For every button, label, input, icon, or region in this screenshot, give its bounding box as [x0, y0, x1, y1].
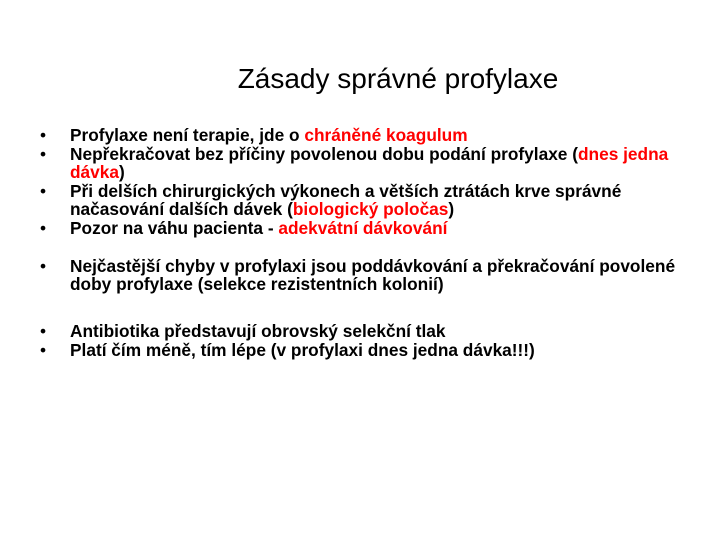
highlight-text: dnes jedna dávka: [70, 144, 669, 182]
slide-title: Zásady správné profylaxe: [237, 63, 559, 94]
bullet-icon: •: [40, 218, 47, 238]
bullet-item: [40, 257, 690, 293]
bullet-icon: •: [40, 256, 47, 276]
bullet-group-2: [40, 257, 690, 293]
bullet-text: Při delších chirurgických výkonech a větších ztrátách krve správné načasování dalších dávek (: [70, 181, 622, 219]
bullet-text: Antibiotika představují obrovský selekční tlak: [70, 321, 446, 341]
bullet-icon: •: [40, 125, 47, 145]
bullet-item: [40, 126, 690, 144]
bullet-icon: •: [40, 181, 47, 201]
highlight-text: biologický poločas: [292, 199, 449, 219]
bullet-text: Nepřekračovat bez příčiny povolenou dobu podání profylaxe (: [70, 144, 578, 164]
bullet-item: [40, 219, 690, 237]
bullet-text: Pozor na váhu pacienta -: [70, 218, 279, 238]
bullet-item: [40, 182, 690, 218]
bullet-text: Profylaxe není terapie, jde o: [70, 125, 305, 145]
highlight-text: adekvátní dávkování: [278, 218, 448, 238]
slide-content: [40, 126, 690, 360]
bullet-text-tail: ): [119, 162, 125, 182]
bullet-text-tail: ): [448, 199, 455, 219]
bullet-text: Nejčastější chyby v profylaxi jsou poddávkování a překračování povolené doby profylaxe (selekce rezistentních kolonií): [70, 256, 676, 294]
bullet-icon: •: [40, 321, 47, 341]
bullet-icon: •: [40, 340, 47, 360]
bullet-group-3: [40, 322, 690, 359]
bullet-text: Platí čím méně, tím lépe (v profylaxi dnes jedna dávka!!!): [70, 340, 535, 360]
bullet-item: [40, 145, 690, 181]
bullet-item: [40, 341, 690, 359]
bullet-icon: •: [40, 144, 47, 164]
highlight-text: chráněné koagulum: [304, 125, 468, 145]
bullet-item: [40, 322, 690, 340]
bullet-group-1: [40, 126, 690, 237]
